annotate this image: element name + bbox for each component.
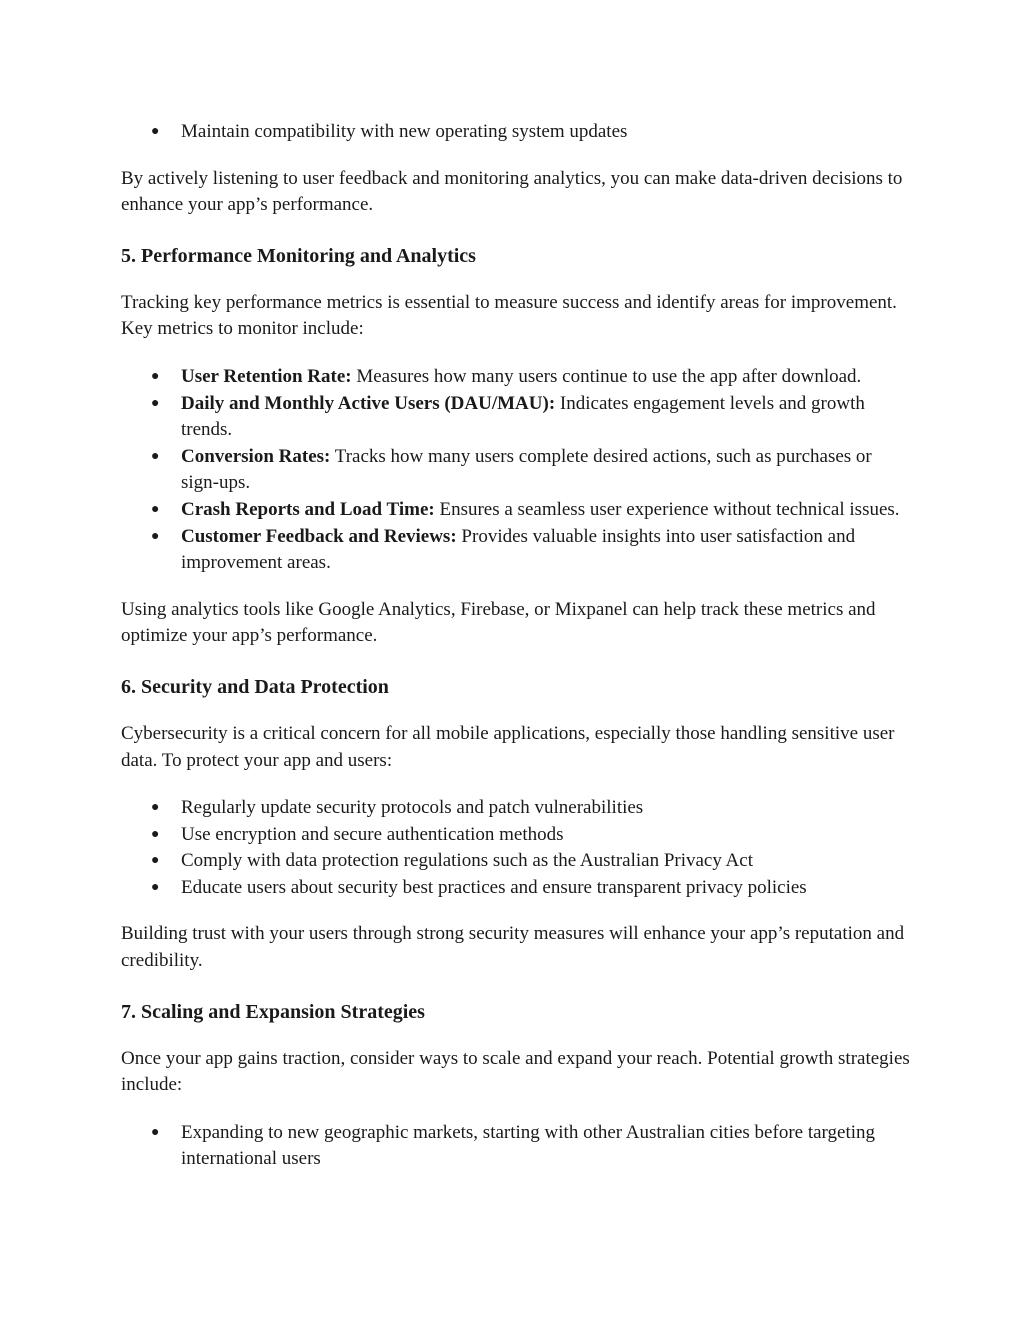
list-item [121, 848, 911, 875]
section-6-outro: Building trust with your users through strong security measures will enhance your app’s reputation and credibility. [121, 923, 905, 972]
bullet-icon: ● [151, 368, 160, 384]
list-item-text: Regularly update security protocols and patch vulnerabilities [181, 797, 644, 819]
list-item-text: Educate users about security best practices and ensure transparent privacy policies [181, 876, 807, 898]
list-item-text: Maintain compatibility with new operating system updates [181, 121, 628, 142]
metric-description: Tracks how many users complete desired actions, such as purchases or sign-ups. [181, 445, 872, 494]
list-item [121, 444, 911, 497]
security-list [121, 795, 911, 901]
section-7-heading: 7. Scaling and Expansion Strategies [121, 1000, 425, 1023]
bullet-icon: ● [151, 501, 160, 517]
bullet-icon: ● [151, 448, 160, 464]
metric-label: Customer Feedback and Reviews: [181, 525, 457, 547]
bullet-icon: ● [151, 395, 160, 411]
list-item [121, 497, 911, 524]
intro-bullet-list [121, 119, 911, 146]
section-6-heading: 6. Security and Data Protection [121, 675, 389, 698]
list-item-text: Use encryption and secure authentication methods [181, 823, 564, 845]
feedback-paragraph: By actively listening to user feedback and monitoring analytics, you can make data-driven decisions to enhance your app’s performance. [121, 167, 903, 216]
list-item [121, 875, 911, 902]
list-item-text: Comply with data protection regulations such as the Australian Privacy Act [181, 850, 753, 872]
section-5-intro: Tracking key performance metrics is essential to measure success and identify areas for improvement. Key metrics to monitor include: [121, 291, 897, 340]
bullet-icon: ● [151, 853, 160, 869]
list-item [121, 524, 911, 577]
metric-label: Daily and Monthly Active Users (DAU/MAU): [181, 392, 556, 414]
list-item [121, 391, 911, 444]
section-6-intro: Cybersecurity is a critical concern for all mobile applications, especially those handling sensitive user data. To protect your app and users: [121, 722, 895, 771]
metric-description: Provides valuable insights into user satisfaction and improvement areas. [181, 525, 856, 574]
bullet-icon: ● [151, 1124, 160, 1140]
bullet-icon: ● [151, 826, 160, 842]
list-item [121, 795, 911, 822]
metric-label: User Retention Rate: [181, 365, 352, 387]
metric-description: Ensures a seamless user experience without technical issues. [434, 498, 900, 520]
bullet-icon: ● [151, 124, 160, 139]
metric-label: Conversion Rates: [181, 445, 331, 467]
metrics-list [121, 364, 911, 577]
bullet-icon: ● [151, 879, 160, 895]
metric-label: Crash Reports and Load Time: [181, 498, 435, 520]
list-item [121, 1120, 911, 1173]
document-page [121, 119, 911, 1173]
list-item [121, 822, 911, 849]
list-item [121, 364, 911, 391]
bullet-icon: ● [151, 800, 160, 816]
growth-list [121, 1120, 911, 1173]
metric-description: Indicates engagement levels and growth trends. [181, 392, 865, 441]
section-7-intro: Once your app gains traction, consider ways to scale and expand your reach. Potential growth strategies include: [121, 1047, 910, 1096]
section-5-heading: 5. Performance Monitoring and Analytics [121, 244, 476, 267]
metric-description: Measures how many users continue to use the app after download. [351, 365, 862, 387]
list-item-text: Expanding to new geographic markets, starting with other Australian cities before targeting international users [181, 1121, 876, 1170]
bullet-icon: ● [151, 528, 160, 544]
section-5-outro: Using analytics tools like Google Analytics, Firebase, or Mixpanel can help track these metrics and optimize your app’s performance. [121, 598, 876, 647]
list-item [121, 119, 911, 146]
